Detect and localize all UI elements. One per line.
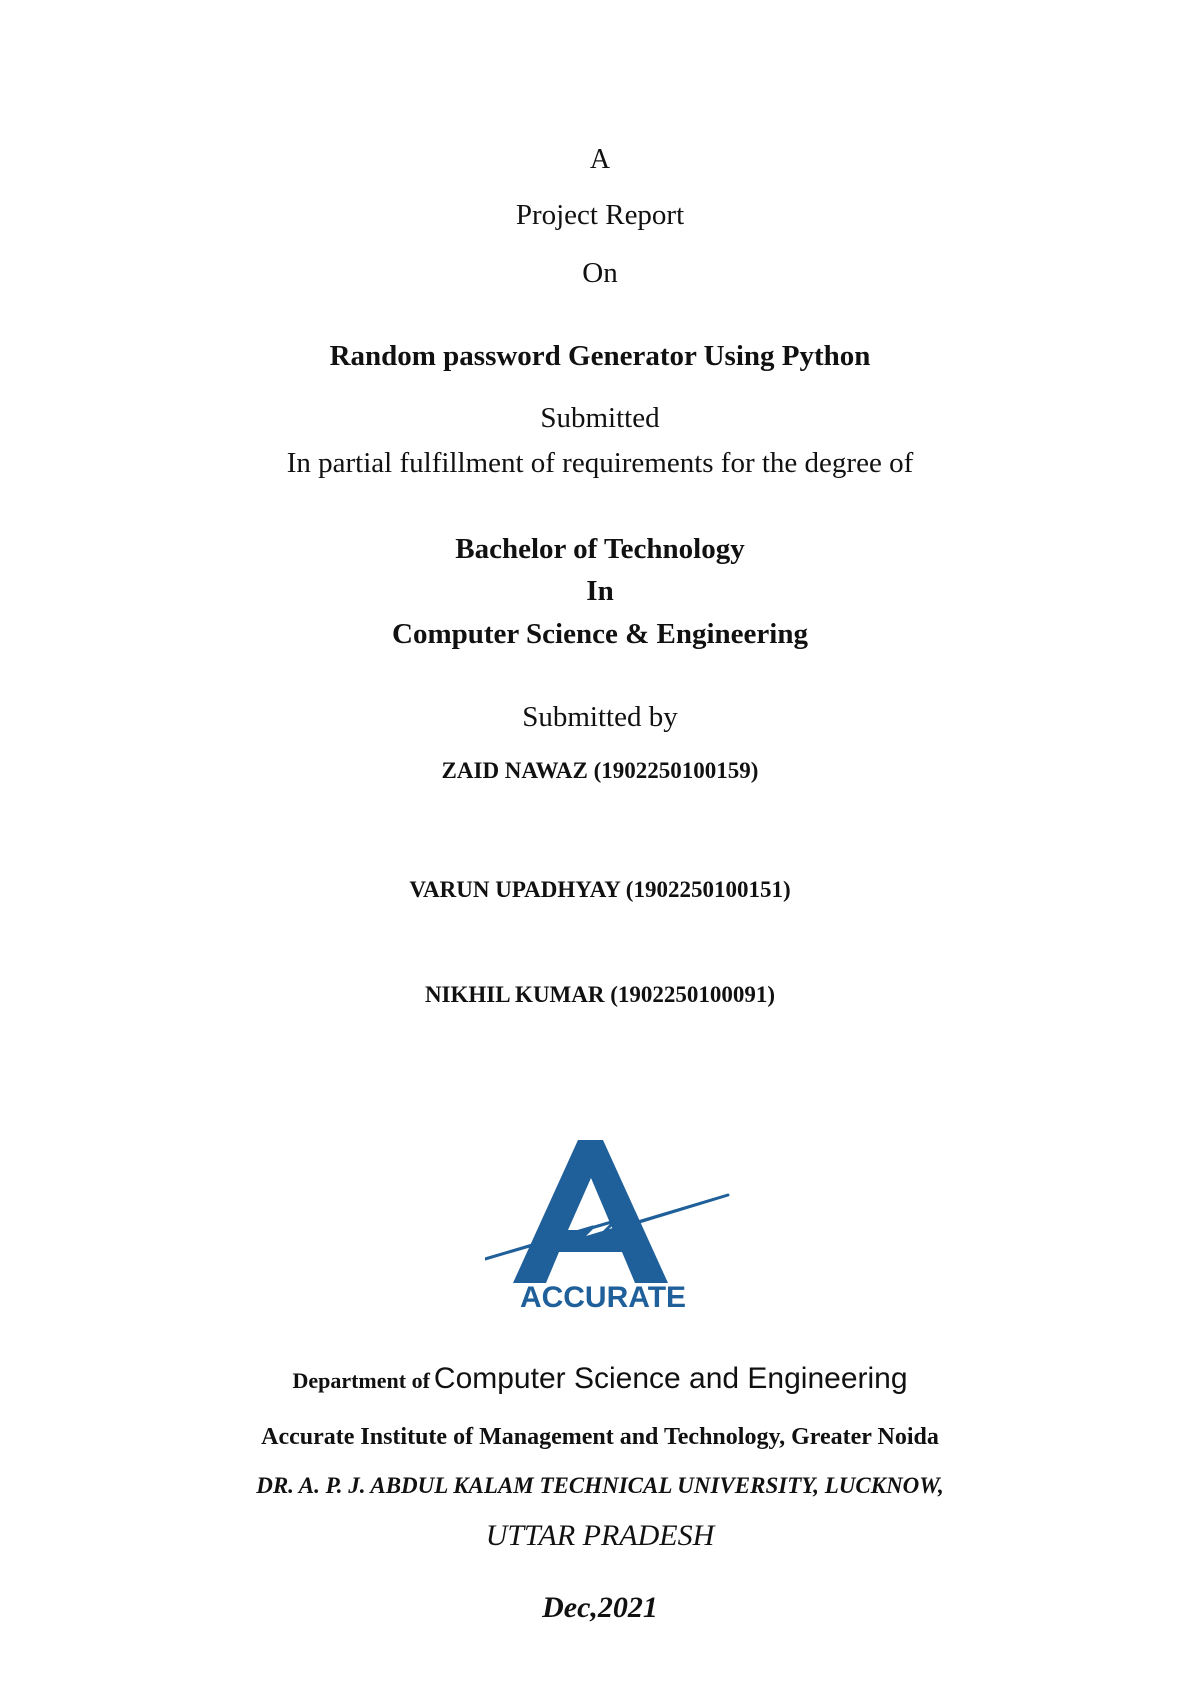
university-name: DR. A. P. J. ABDUL KALAM TECHNICAL UNIVERSITY, LUCKNOW, xyxy=(256,1473,944,1498)
partial-fulfillment-text: In partial fulfillment of requirements for the degree of xyxy=(286,447,914,479)
cover-article: A xyxy=(589,144,611,175)
department-line xyxy=(0,1364,1200,1394)
state-name: UTTAR PRADESH xyxy=(485,1519,715,1552)
logo-wordmark: ACCURATE xyxy=(519,1281,687,1310)
submitted-label: Submitted xyxy=(540,402,660,434)
student-name: ZAID NAWAZ (1902250100159) xyxy=(441,758,759,783)
student-name: VARUN UPADHYAY (1902250100151) xyxy=(409,877,791,902)
submission-date: Dec,2021 xyxy=(542,1591,658,1624)
branch-name: Computer Science & Engineering xyxy=(392,618,808,650)
accurate-logo-graphic xyxy=(485,1135,745,1310)
student-name: NIKHIL KUMAR (1902250100091) xyxy=(424,982,776,1007)
department-name: Computer Science and Engineering xyxy=(433,1362,908,1395)
submitted-by-label: Submitted by xyxy=(522,701,678,733)
degree-name: Bachelor of Technology xyxy=(455,533,745,565)
degree-in: In xyxy=(586,575,614,607)
report-type: Project Report xyxy=(515,199,685,231)
department-prefix: Department of xyxy=(292,1368,430,1393)
accurate-logo xyxy=(485,1135,745,1310)
project-title: Random password Generator Using Python xyxy=(329,340,871,372)
cover-on: On xyxy=(582,257,618,289)
institute-name: Accurate Institute of Management and Technology, Greater Noida xyxy=(261,1424,939,1450)
